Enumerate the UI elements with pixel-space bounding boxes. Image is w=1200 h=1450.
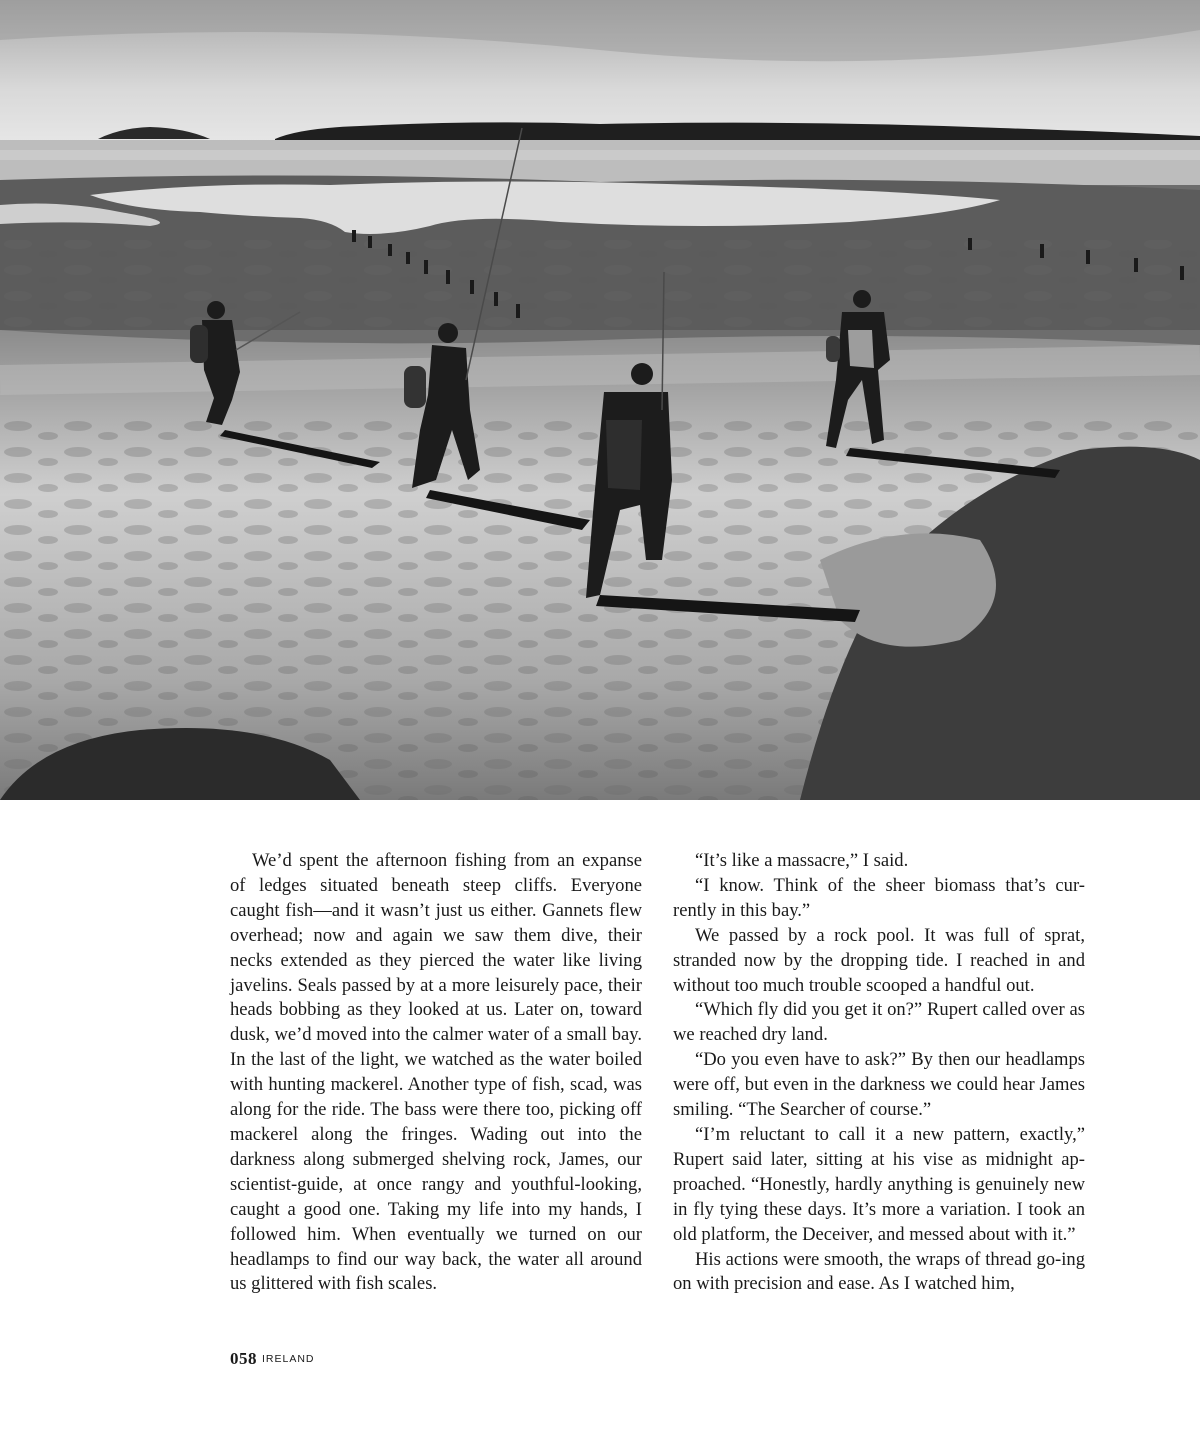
section-name: IRELAND [262, 1353, 315, 1365]
article-paragraph: “Do you even have to ask?” By then our headlamps were off, but even in the darkness we could hear James smiling. “The Searcher of course.” [673, 1049, 1085, 1121]
article-paragraph: His actions were smooth, the wraps of thread go-ing on with precision and ease. As I watched him, [673, 1248, 1085, 1295]
page-number: 058 [230, 1349, 257, 1368]
article-column-left [230, 849, 642, 1297]
page-folio [230, 1349, 315, 1369]
article-paragraph: We passed by a rock pool. It was full of sprat, stranded now by the dropping tide. I reached in and without too much trouble scooped a handful out. [673, 924, 1085, 996]
article-paragraph: We’d spent the afternoon fishing from an expanse of ledges situated beneath steep cliffs. Everyone caught fish—and it wasn’t just us either. Gannets flew overhead; now and again we saw them dive, their necks extended as they pierced the water like living javelins. Seals passed by at a more leisurely pace, their heads bobbing as they looked at us. Later on, toward dusk, we’d moved into the calmer water of a small bay. In the last of the light, we watched as the water boiled with hunting mackerel. Another type of fish, scad, was along for the ride. The bass were there too, picking off mackerel along the fringes. Wading out into the darkness along submerged shelving rock, James, our scientist-guide, at once rangy and youthful-looking, caught a good one. Taking my life into my hands, I followed him. When eventually we turned on our headlamps to find our way back, the water all around us glittered with fish scales. [230, 850, 642, 1295]
article-paragraph: “I’m reluctant to call it a new pattern, exactly,” Rupert said later, sitting at his vise as midnight ap-proached. “Honestly, hardly anything is genuinely new in fly tying these days. It’s more a variation. I took an old platform, the Deceiver, and messed about with it.” [673, 1123, 1085, 1245]
article-paragraph: “I know. Think of the sheer biomass that’s cur-rently in this bay.” [673, 874, 1085, 921]
article-column-right [673, 849, 1085, 1297]
article-paragraph: “Which fly did you get it on?” Rupert called over as we reached dry land. [673, 999, 1085, 1046]
article-paragraph: “It’s like a massacre,” I said. [695, 850, 909, 871]
